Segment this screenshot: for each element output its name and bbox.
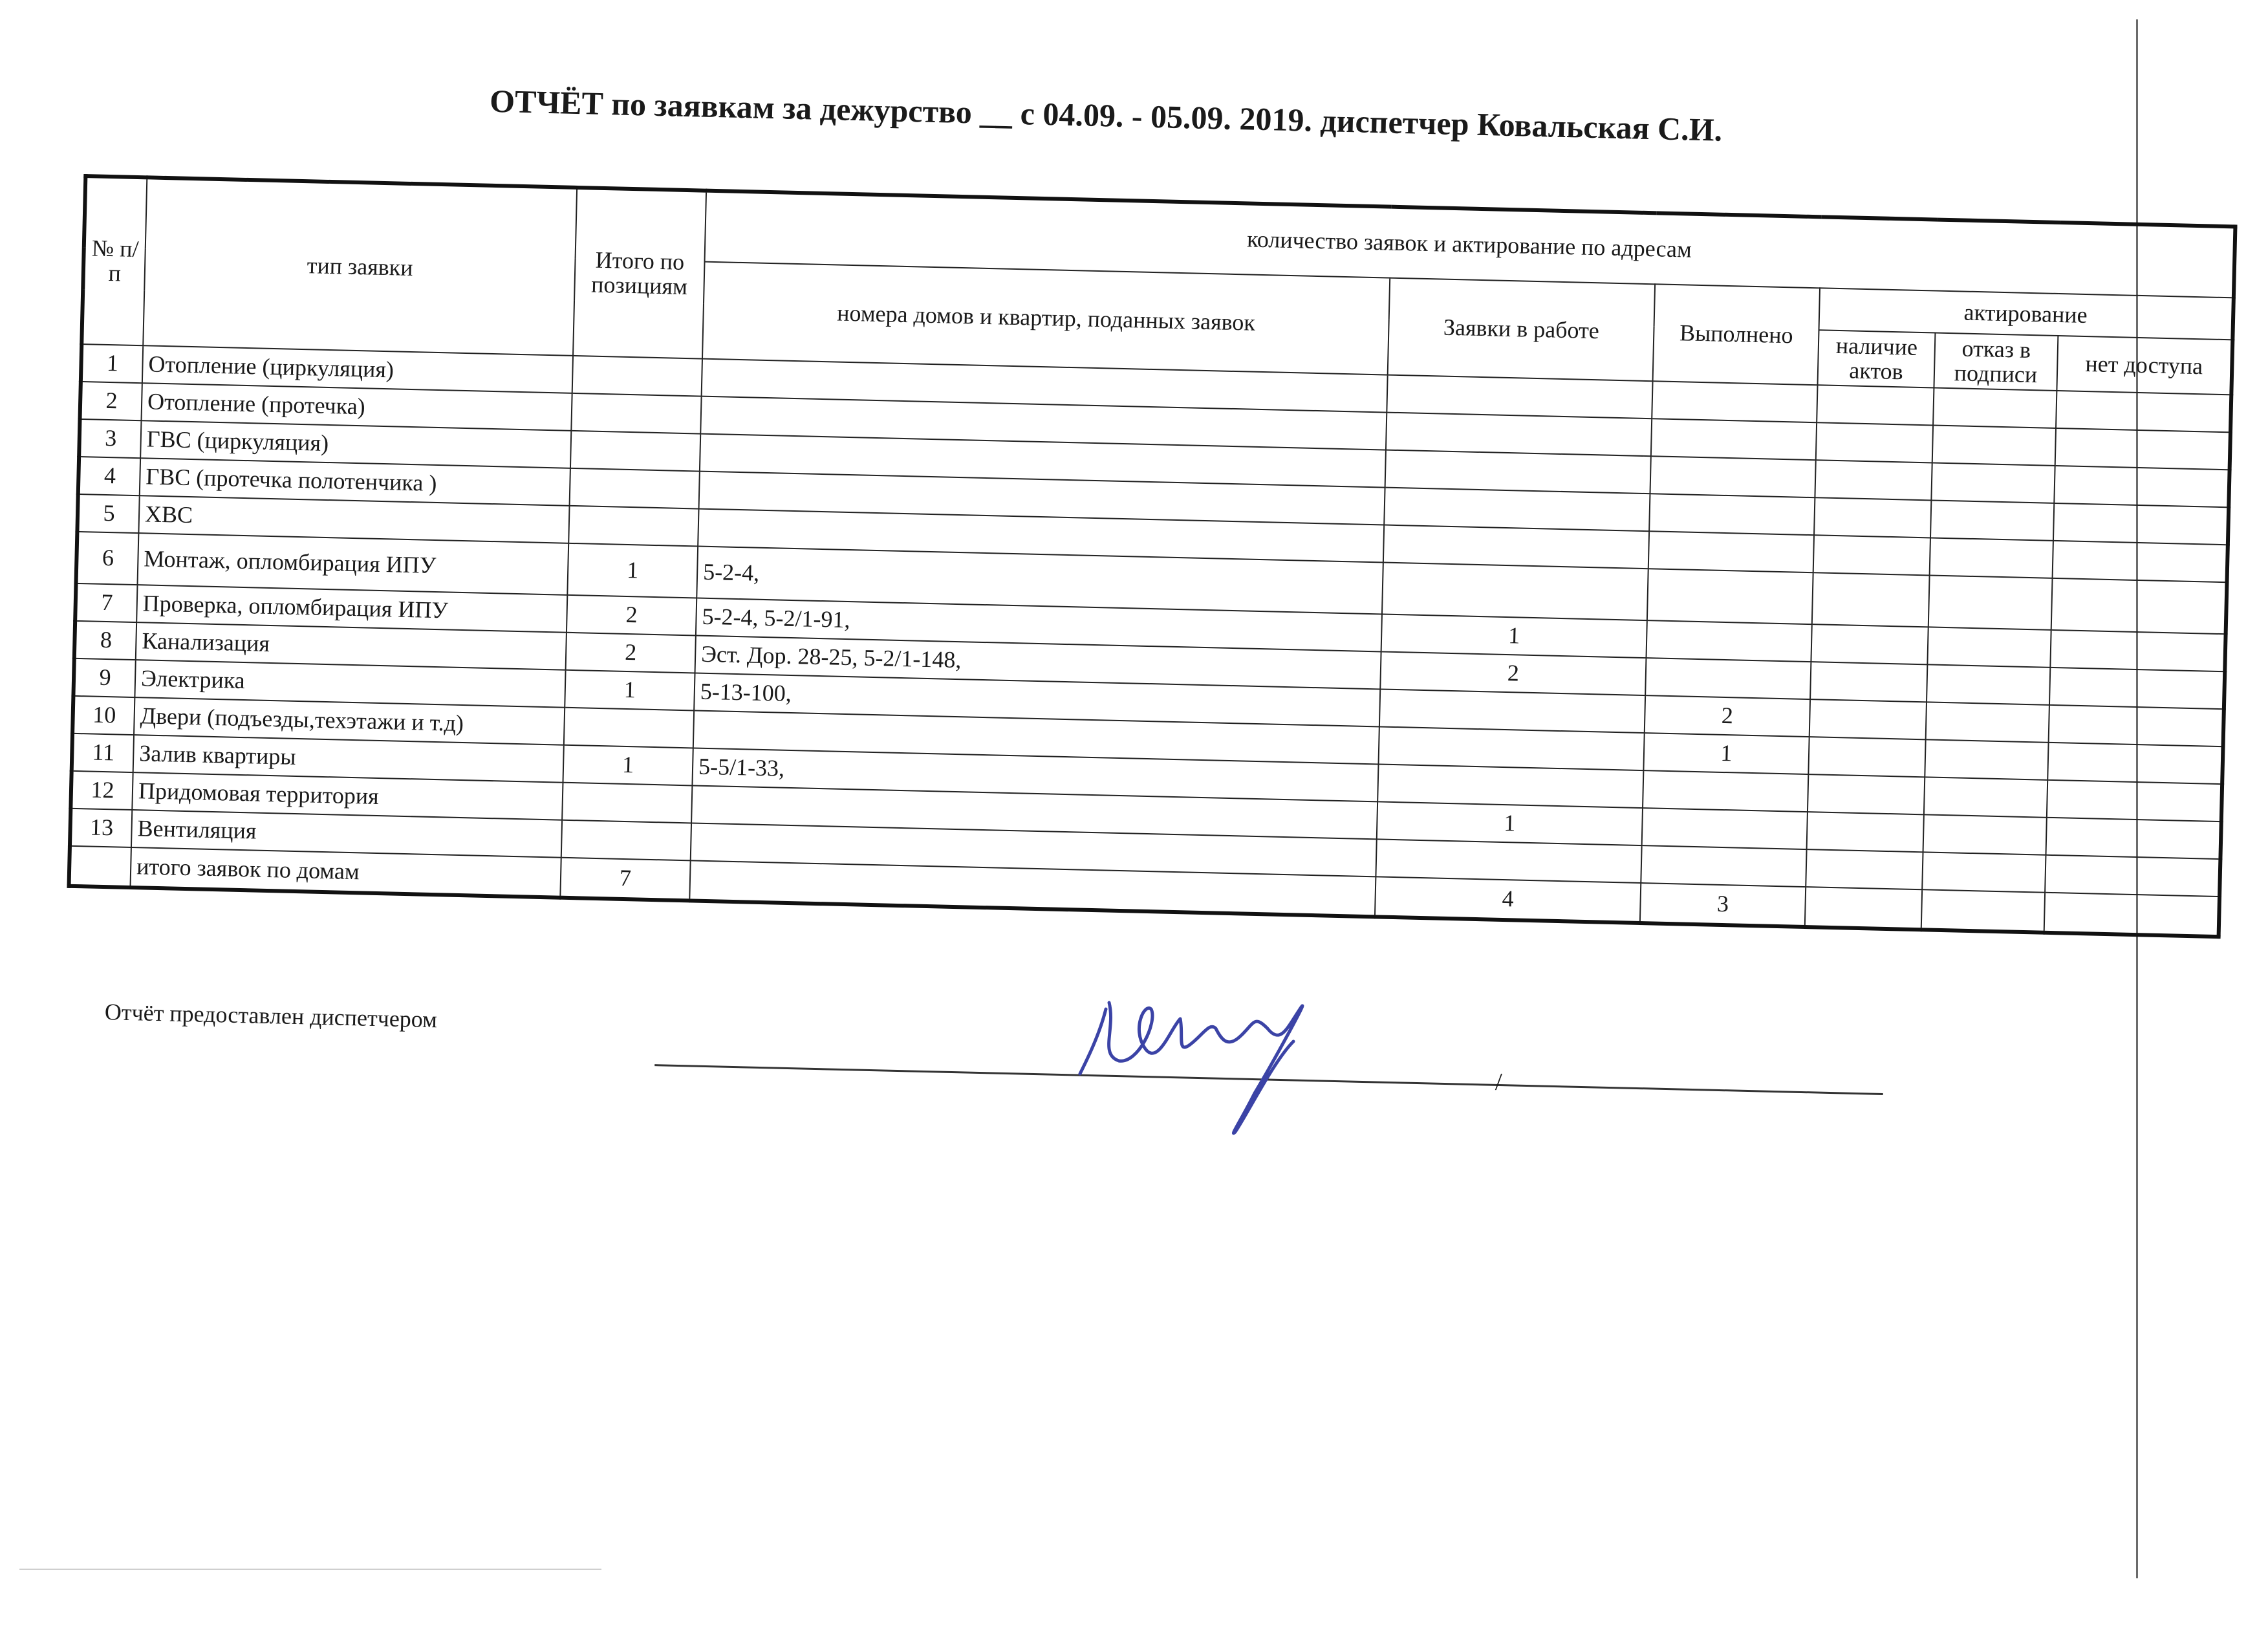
summary-done: 3 — [1640, 883, 1806, 927]
header-acts: наличие актов — [1818, 330, 1936, 387]
summary-total: 7 — [560, 858, 690, 901]
header-addresses: номера домов и квартир, поданных заявок — [702, 262, 1390, 375]
row-in-work — [1384, 488, 1650, 532]
row-acts — [1816, 422, 1933, 462]
row-in-work — [1379, 726, 1645, 770]
row-refuse — [1924, 777, 2047, 817]
report-table — [67, 174, 2237, 939]
row-acts — [1807, 812, 1924, 852]
row-in-work — [1387, 375, 1652, 419]
row-in-work: 1 — [1377, 801, 1643, 845]
row-refuse — [1930, 538, 2053, 578]
row-num: 9 — [73, 658, 135, 697]
row-done — [1646, 620, 1811, 662]
row-total — [562, 783, 692, 823]
row-done — [1643, 770, 1808, 812]
row-no-access — [2053, 503, 2229, 545]
row-total — [570, 468, 700, 509]
row-refuse — [1932, 425, 2056, 465]
header-num: № п/п — [81, 176, 147, 345]
row-acts — [1808, 774, 1925, 814]
row-done — [1649, 494, 1815, 535]
row-total: 2 — [567, 595, 697, 636]
row-num: 6 — [76, 532, 139, 585]
row-total: 1 — [563, 745, 693, 786]
row-no-access — [2054, 466, 2229, 507]
header-act-group: актирование — [1819, 288, 2234, 340]
row-type: Придомовая территория — [132, 772, 563, 820]
row-no-access — [2047, 743, 2223, 784]
row-no-access — [2055, 428, 2230, 470]
row-type: ХВС — [138, 495, 569, 543]
row-total: 2 — [566, 633, 696, 673]
signature-slash: / — [1495, 1068, 1503, 1096]
row-acts — [1814, 497, 1931, 538]
row-total — [561, 820, 691, 861]
row-in-work — [1382, 563, 1648, 621]
summary-acts — [1805, 887, 1922, 930]
row-refuse — [1925, 739, 2048, 779]
row-no-access — [2053, 541, 2228, 582]
row-acts — [1809, 699, 1927, 739]
row-type: Монтаж, опломбирация ИПУ — [138, 533, 569, 595]
signature-image — [1061, 983, 1365, 1151]
row-num: 4 — [78, 457, 140, 495]
row-no-access — [2056, 391, 2231, 432]
row-type: Отопление (протечка) — [141, 383, 572, 431]
row-num: 10 — [72, 696, 135, 735]
row-no-access — [2049, 668, 2225, 709]
row-done — [1647, 569, 1813, 624]
row-in-work — [1383, 525, 1649, 569]
row-no-access — [2051, 578, 2227, 634]
summary-refuse — [1921, 889, 2045, 932]
row-refuse — [1923, 814, 2047, 854]
row-in-work — [1385, 450, 1651, 494]
row-acts — [1810, 662, 1927, 702]
row-refuse — [1930, 500, 2054, 540]
row-total: 1 — [567, 543, 698, 598]
row-type: Двери (подъезды,техэтажи и т.д) — [134, 697, 565, 745]
row-num: 3 — [79, 419, 141, 458]
row-addresses: 5-13-100, — [694, 673, 1380, 726]
row-done — [1648, 531, 1814, 572]
header-group: количество заявок и актирование по адресам — [705, 191, 2236, 298]
row-in-work — [1379, 689, 1645, 733]
row-done — [1650, 456, 1815, 497]
row-num: 2 — [80, 382, 142, 420]
row-done — [1641, 845, 1806, 887]
header-in-work: Заявки в работе — [1388, 278, 1655, 382]
row-num: 12 — [70, 771, 133, 810]
row-no-access — [2050, 630, 2225, 671]
row-acts — [1808, 737, 1925, 777]
row-acts — [1806, 849, 1923, 889]
row-addresses: 5-5/1-33, — [692, 748, 1378, 801]
row-acts — [1812, 572, 1930, 627]
row-num: 5 — [77, 494, 139, 533]
row-num: 13 — [70, 809, 132, 847]
row-refuse — [1927, 664, 2050, 704]
row-addresses: 5-2-4, — [697, 547, 1383, 615]
row-type: ГВС (циркуляция) — [140, 420, 571, 468]
row-num: 1 — [81, 344, 143, 383]
row-num: 11 — [72, 734, 134, 772]
summary-num — [69, 846, 131, 887]
row-type: Канализация — [136, 622, 567, 670]
row-type: Вентиляция — [131, 810, 562, 858]
row-in-work — [1376, 839, 1641, 883]
row-acts — [1817, 385, 1934, 425]
row-total — [568, 506, 698, 547]
row-type: Отопление (циркуляция) — [142, 345, 573, 393]
row-refuse — [1931, 462, 2055, 503]
row-done — [1651, 419, 1817, 460]
row-refuse — [1927, 627, 2051, 667]
header-type: тип заявки — [143, 177, 577, 356]
row-total — [570, 431, 700, 472]
row-acts — [1811, 624, 1928, 664]
summary-no-access — [2044, 893, 2219, 937]
header-refuse: отказ в подписи — [1934, 333, 2058, 391]
summary-label: итого заявок по домам — [130, 847, 561, 898]
row-no-access — [2049, 705, 2224, 746]
row-type: Залив квартиры — [133, 735, 564, 783]
row-refuse — [1922, 852, 2046, 892]
row-done — [1652, 381, 1817, 422]
header-done: Выполнено — [1653, 284, 1820, 385]
row-in-work: 1 — [1381, 614, 1647, 658]
row-total — [572, 356, 702, 397]
row-total — [571, 393, 701, 434]
row-no-access — [2047, 780, 2222, 821]
row-total — [564, 708, 694, 748]
header-total: Итого по позициям — [573, 188, 706, 359]
row-acts — [1813, 535, 1930, 575]
summary-in-work: 4 — [1375, 876, 1641, 923]
row-in-work — [1386, 413, 1652, 457]
row-acts — [1815, 460, 1932, 500]
page-title: ОТЧЁТ по заявкам за дежурство __ с 04.09. - 05.09. 2019. диспетчер Ковальская С.И. — [489, 82, 1723, 148]
row-refuse — [1933, 387, 2057, 428]
row-done — [1642, 808, 1808, 849]
row-in-work: 2 — [1380, 651, 1646, 695]
row-addresses: Эст. Дор. 28-25, 5-2/1-148, — [695, 635, 1381, 689]
row-type: Электрика — [135, 660, 565, 708]
row-type: ГВС (протечка полотенчика ) — [140, 458, 570, 506]
row-num: 7 — [75, 583, 137, 622]
row-no-access — [2046, 818, 2221, 859]
row-total: 1 — [565, 670, 695, 711]
row-num: 8 — [74, 621, 136, 660]
row-done: 1 — [1643, 733, 1809, 774]
row-addresses: 5-2-4, 5-2/1-91, — [696, 598, 1382, 652]
header-no-access: нет доступа — [2057, 336, 2232, 395]
row-refuse — [1928, 575, 2053, 629]
row-type: Проверка, опломбирация ИПУ — [136, 585, 567, 633]
row-done: 2 — [1645, 695, 1810, 737]
footer-label: Отчёт предоставлен диспетчером — [104, 999, 438, 1033]
row-done — [1645, 658, 1811, 699]
row-no-access — [2045, 855, 2220, 897]
row-refuse — [1926, 702, 2049, 742]
row-in-work — [1377, 764, 1643, 808]
